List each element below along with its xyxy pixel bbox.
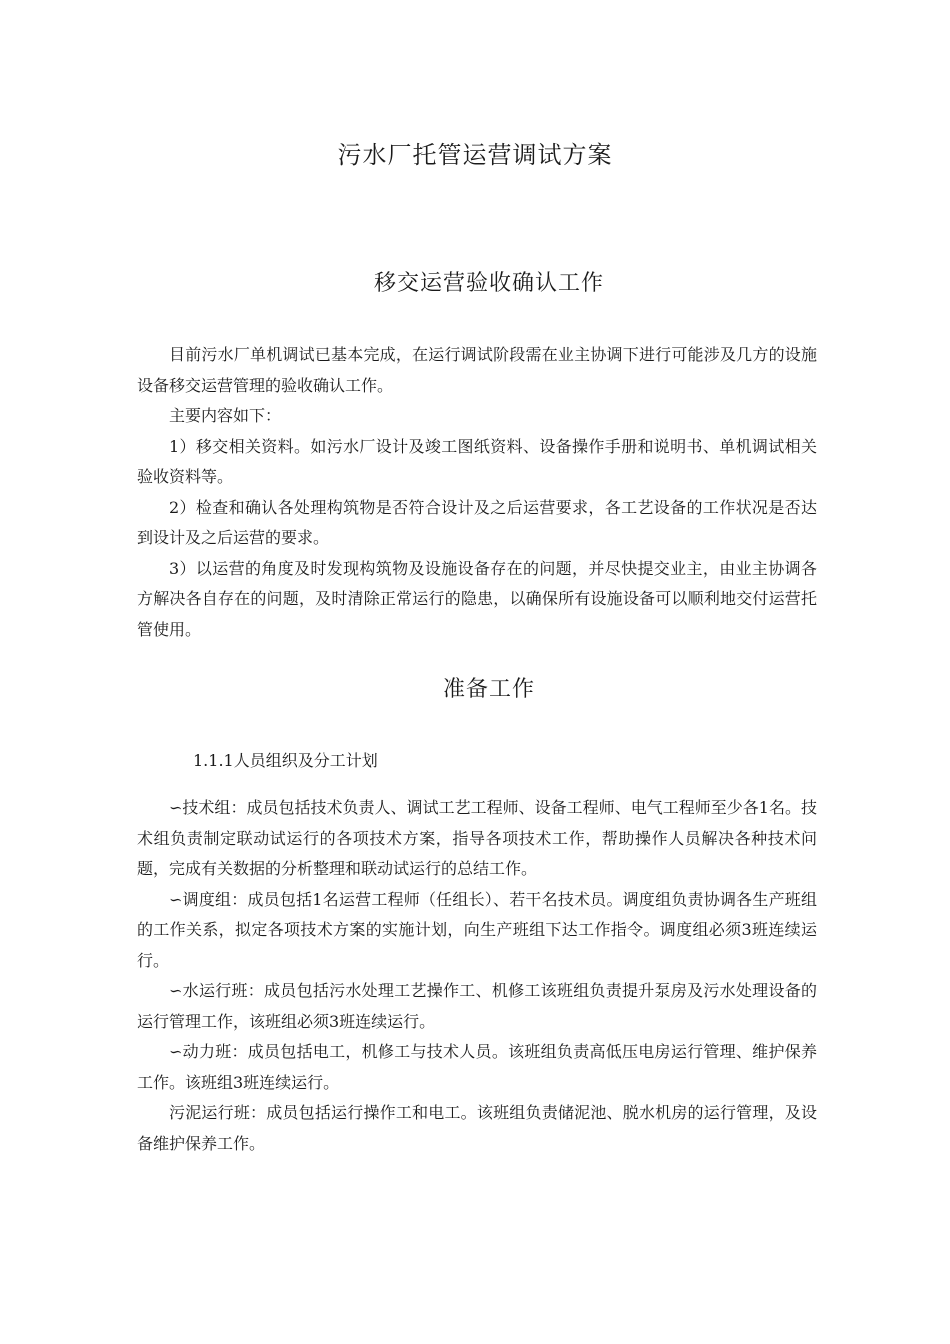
document-title: 污水厂托管运营调试方案 [337, 141, 613, 169]
section-body-preparation [137, 793, 817, 1159]
section-body-handover [137, 340, 817, 645]
paragraph: ∽动力班：成员包括电工，机修工与技术人员。该班组负责高低压电房运行管理、维护保养工作。该班组3班连续运行。 [137, 1042, 817, 1092]
paragraph: 污泥运行班：成员包括运行操作工和电工。该班组负责储泥池、脱水机房的运行管理，及设备维护保养工作。 [137, 1103, 817, 1153]
paragraph: 主要内容如下： [169, 406, 282, 425]
section-heading-handover: 移交运营验收确认工作 [373, 271, 604, 296]
paragraph: ∽水运行班：成员包括污水处理工艺操作工、机修工该班组负责提升泵房及污水处理设备的运行管理工作，该班组必须3班连续运行。 [137, 981, 817, 1031]
section-heading-preparation: 准备工作 [442, 677, 535, 702]
subsection-heading-staffing: 1.1.1人员组织及分工计划 [193, 751, 378, 770]
paragraph: ∽技术组：成员包括技术负责人、调试工艺工程师、设备工程师、电气工程师至少各1名。技术组负责制定联动试运行的各项技术方案，指导各项技术工作，帮助操作人员解决各种技术问题，完成有关数据的分析整理和联动试运行的总结工作。 [137, 798, 817, 878]
paragraph: ∽调度组：成员包括1名运营工程师（任组长）、若干名技术员。调度组负责协调各生产班组的工作关系，拟定各项技术方案的实施计划，向生产班组下达工作指令。调度组必须3班连续运行。 [137, 889, 817, 970]
paragraph: 3）以运营的角度及时发现构筑物及设施设备存在的问题，并尽快提交业主，由业主协调各方解决各自存在的问题，及时清除正常运行的隐患，以确保所有设施设备可以顺利地交付运营托管使用。 [137, 558, 817, 639]
paragraph: 1）移交相关资料。如污水厂设计及竣工图纸资料、设备操作手册和说明书、单机调试相关验收资料等。 [137, 436, 817, 486]
paragraph: 2）检查和确认各处理构筑物是否符合设计及之后运营要求，各工艺设备的工作状况是否达到设计及之后运营的要求。 [137, 497, 817, 547]
paragraph: 目前污水厂单机调试已基本完成，在运行调试阶段需在业主协调下进行可能涉及几方的设施设备移交运营管理的验收确认工作。 [137, 345, 817, 395]
